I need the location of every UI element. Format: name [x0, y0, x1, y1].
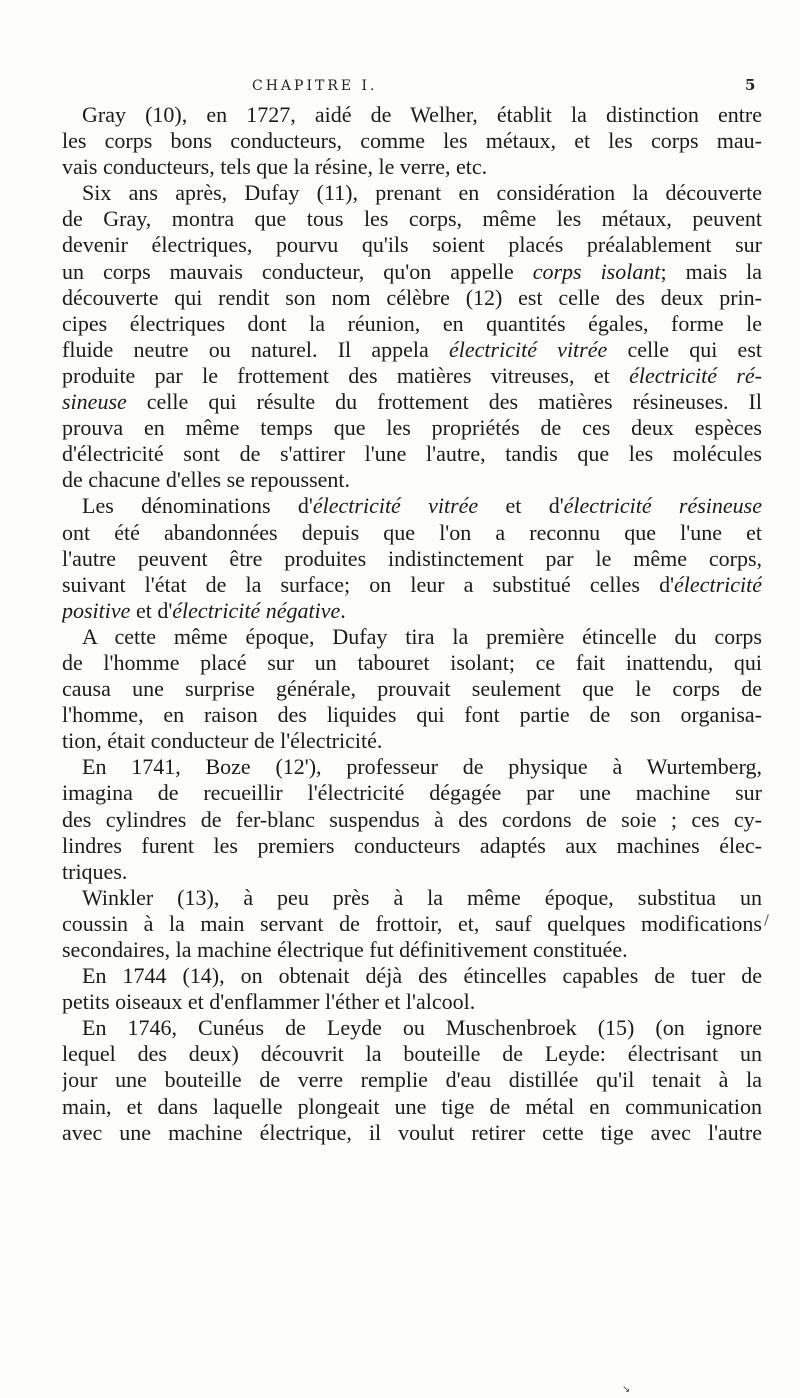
text-line: devenir électriques, pourvu qu'ils soient placés préalablement sur	[62, 232, 762, 258]
text-line: Six ans après, Dufay (11), prenant en considération la découverte	[82, 180, 762, 206]
text-line: Winkler (13), à peu près à la même époque, substitua un	[82, 884, 762, 910]
text-line: En 1741, Boze (12'), professeur de physique à Wurtemberg,	[82, 754, 762, 780]
text-line: prouva en même temps que les propriétés de ces deux espèces	[62, 415, 762, 441]
text-line: l'homme, en raison des liquides qui font partie de son organisa-	[62, 702, 762, 728]
text-span: celle qui est	[627, 336, 762, 362]
italic-term: électricité	[674, 571, 762, 597]
text-span: et d'	[135, 597, 173, 623]
text-span: ; mais la	[660, 258, 762, 284]
italic-term: sineuse	[62, 389, 127, 415]
italic-term: électricité vitrée	[449, 336, 608, 362]
text-line	[62, 389, 762, 415]
text-span: Les dénominations d'	[82, 493, 313, 519]
text-span: suivant l'état de la surface; on leur a substitué celles d'	[62, 571, 675, 597]
text-line: cipes électriques dont la réunion, en quantités égales, forme le	[62, 310, 762, 336]
text-line: jour une bouteille de verre remplie d'eau distillée qu'il tenait à la	[62, 1067, 762, 1093]
text-line: de l'homme placé sur un tabouret isolant; ce fait inattendu, qui	[62, 649, 762, 675]
text-span: .	[340, 597, 346, 623]
text-line: main, et dans laquelle plongeait une tige de métal en communication	[62, 1093, 762, 1119]
text-span: et d'	[505, 493, 564, 519]
text-line: tion, était conducteur de l'électricité.	[62, 728, 383, 754]
text-line: de chacune d'elles se repoussent.	[62, 467, 351, 493]
chapter-title: CHAPITRE I.	[252, 78, 378, 94]
text-line: lindres furent les premiers conducteurs adaptés aux machines élec-	[62, 832, 762, 858]
text-span: produite par le frottement des matières vitreuses, et	[62, 362, 610, 388]
text-line: En 1744 (14), on obtenait déjà des étincelles capables de tuer de	[82, 963, 762, 989]
text-line: d'électricité sont de s'attirer l'une l'autre, tandis que les molécules	[62, 441, 762, 467]
text-line	[62, 363, 762, 389]
page-number: 5	[745, 76, 756, 94]
text-line: découverte qui rendit son nom célèbre (12) est celle des deux prin-	[62, 284, 762, 310]
text-line	[62, 259, 762, 285]
text-line: l'autre peuvent être produites indistinctement par le même corps,	[62, 545, 762, 571]
text-line: Gray (10), en 1727, aidé de Welher, établit la distinction entre	[82, 102, 762, 127]
italic-term: positive	[62, 597, 131, 623]
text-line: causa une surprise générale, prouvait seulement que le corps de	[62, 676, 762, 702]
text-span: celle qui résulte du frottement des matières résineuses. Il	[146, 389, 762, 415]
text-span: un corps mauvais conducteur, qu'on appelle	[62, 258, 514, 284]
italic-term: électricité résineuse	[563, 493, 762, 519]
margin-tick	[764, 914, 769, 926]
text-line: vais conducteurs, tels que la résine, le verre, etc.	[62, 154, 488, 180]
text-line	[62, 337, 762, 363]
body-text	[62, 102, 762, 1146]
text-line: triques.	[62, 858, 128, 884]
text-line: des cylindres de fer-blanc suspendus à des cordons de soie ; ces cy-	[62, 806, 762, 832]
text-line	[62, 598, 762, 624]
text-line: ont été abandonnées depuis que l'on a reconnu que l'une et	[62, 519, 762, 545]
text-line: de Gray, montra que tous les corps, même les métaux, peuvent	[62, 206, 762, 232]
italic-term: électricité vitrée	[312, 493, 479, 519]
text-line	[62, 572, 762, 598]
text-line: A cette même époque, Dufay tira la première étincelle du corps	[82, 623, 762, 649]
italic-term: électricité ré-	[629, 362, 762, 388]
text-line: secondaires, la machine électrique fut définitivement constituée.	[62, 937, 628, 962]
italic-term: corps isolant	[532, 258, 661, 284]
text-span: fluide neutre ou naturel. Il appela	[62, 336, 429, 362]
text-line: imagina de recueillir l'électricité dégagée par une machine sur	[62, 780, 762, 806]
text-line: coussin à la main servant de frottoir, et, sauf quelques modifications	[62, 910, 762, 936]
text-line: avec une machine électrique, il voulut retirer cette tige avec l'autre	[62, 1119, 762, 1145]
text-line: les corps bons conducteurs, comme les métaux, et les corps mau-	[62, 128, 762, 154]
text-line	[62, 493, 762, 519]
text-line: En 1746, Cunéus de Leyde ou Muschenbroek (15) (on ignore	[82, 1015, 762, 1041]
text-line: petits oiseaux et d'enflammer l'éther et l'alcool.	[62, 989, 476, 1015]
running-head	[0, 78, 800, 100]
text-line: lequel des deux) découvrit la bouteille de Leyde: électrisant un	[62, 1041, 762, 1067]
italic-term: électricité négative	[172, 597, 341, 623]
footer-mark: ↘	[622, 1384, 631, 1395]
